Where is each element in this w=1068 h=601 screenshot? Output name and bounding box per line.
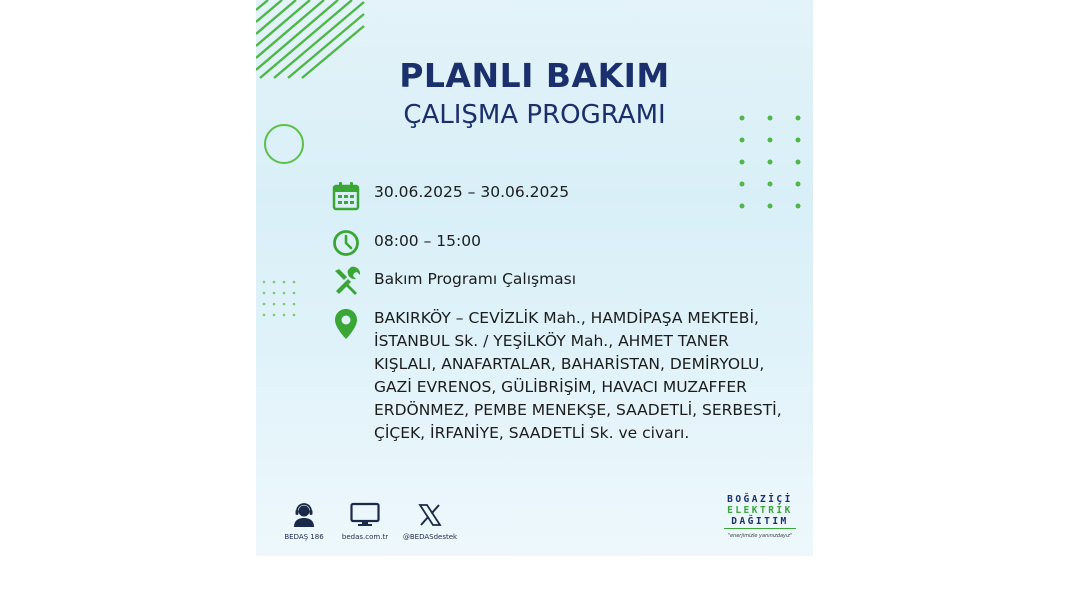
address-line: KIŞLALI, ANAFARTALAR, BAHARİSTAN, DEMİRYOLU, [374,355,765,373]
logo-line-2: ELEKTRİK [727,505,793,516]
address-row [332,307,804,445]
monitor-icon [350,502,380,528]
address-line: BAKIRKÖY – CEVİZLİK Mah., HAMDİPAŞA MEKTEBİ, [374,309,759,327]
time-row [332,228,481,258]
circle-decoration [264,124,304,164]
address-line: İSTANBUL Sk. / YEŞİLKÖY Mah., AHMET TANER [374,332,729,350]
time-range-text: 08:00 – 15:00 [374,232,481,250]
tools-icon [332,266,360,296]
address-line: ERDÖNMEZ, PEMBE MENEKŞE, SAADETLİ, SERBESTİ, [374,401,782,419]
logo-tagline: "enerjimizle yanınızdayız" [727,533,793,539]
date-row [332,181,569,211]
company-logo [722,494,798,542]
page-subtitle: ÇALIŞMA PROGRAMI [403,100,666,130]
footer-web[interactable] [340,502,390,541]
announcement-card [256,0,813,556]
logo-line-1: BOĞAZİÇİ [727,494,793,505]
x-logo-icon [417,502,443,528]
phone-label: BEDAŞ 186 [284,533,324,541]
support-agent-icon [291,502,317,528]
clock-icon [332,228,360,258]
location-pin-icon [332,307,360,341]
logo-line-3: DAĞITIM [731,516,789,527]
social-label: @BEDASdestek [402,533,458,541]
footer-social[interactable] [398,502,462,541]
date-range-text: 30.06.2025 – 30.06.2025 [374,183,570,201]
address-line: ÇİÇEK, İRFANİYE, SAADETLİ Sk. ve civarı. [374,424,690,442]
page-title: PLANLI BAKIM [399,56,670,95]
work-type-text: Bakım Programı Çalışması [374,270,577,288]
logo-divider [724,528,796,529]
dots-decoration-left [261,279,301,323]
work-type-row [332,266,576,296]
web-label: bedas.com.tr [341,533,389,541]
calendar-icon [332,181,360,211]
address-line: GAZİ EVRENOS, GÜLİBRİŞİM, HAVACI MUZAFFER [374,378,747,396]
address-text [374,307,804,445]
footer-phone [282,502,326,541]
